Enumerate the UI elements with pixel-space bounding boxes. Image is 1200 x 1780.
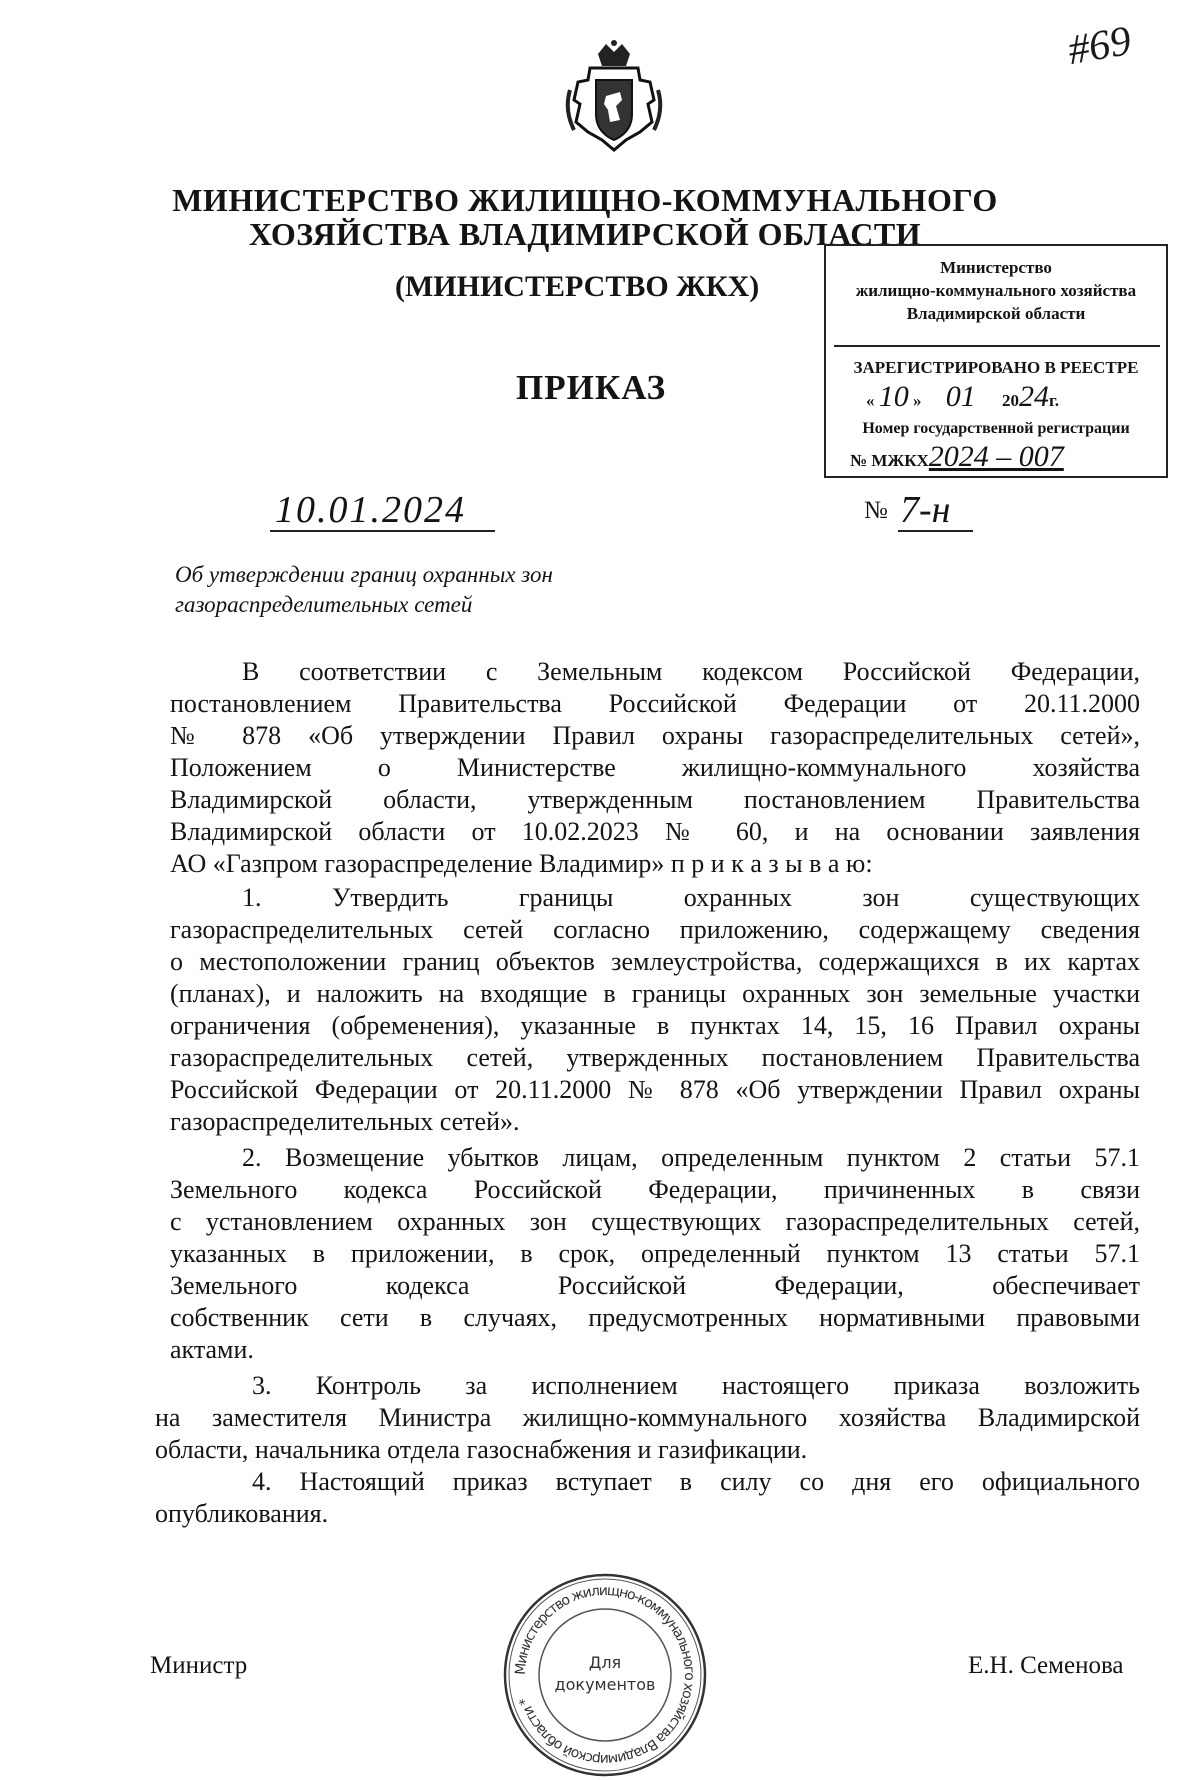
signatory-name: Е.Н. Семенова <box>968 1652 1124 1679</box>
body-line: № 878 «Об утверждении Правил охраны газораспределительных сетей», <box>170 721 1140 750</box>
registration-stamp <box>824 244 1168 478</box>
body-line: опубликования. <box>155 1499 329 1528</box>
order-date-underline <box>270 530 495 532</box>
body-line: постановлением Правительства Российской Федерации от 20.11.2000 <box>170 689 1140 718</box>
body-line: о местоположении границ объектов землеустройства, содержащихся в их картах <box>170 947 1140 976</box>
stamp-number-label: Номер государственной регистрации <box>862 420 1130 437</box>
body-line: газораспределительных сетей согласно приложению, содержащему сведения <box>170 915 1140 944</box>
stamp-date-day: 10 <box>878 380 909 413</box>
stamp-ministry-line-1: Министерство <box>940 258 1052 277</box>
seal-center-line-2: документов <box>554 1675 656 1694</box>
ministry-name-line-2: ХОЗЯЙСТВА ВЛАДИМИРСКОЙ ОБЛАСТИ <box>248 216 922 252</box>
ministry-short-name: (МИНИСТЕРСТВО ЖКХ) <box>395 270 760 303</box>
ministry-name-line-1: МИНИСТЕРСТВО ЖИЛИЩНО-КОММУНАЛЬНОГО <box>172 182 998 218</box>
body-line: Земельного кодекса Российской Федерации, обеспечивает <box>170 1271 1140 1300</box>
body-line: газораспределительных сетей, утвержденных постановлением Правительства <box>170 1043 1140 1072</box>
stamp-date-open-quote: « <box>866 391 875 410</box>
signatory-title: Министр <box>150 1652 248 1679</box>
stamp-registration-number <box>850 440 1064 474</box>
body-line: ограничения (обременения), указанные в пунктах 14, 15, 16 Правил охраны <box>170 1011 1140 1040</box>
body-line: (планах), и наложить на входящие в границы охранных зон земельные участки <box>170 979 1140 1008</box>
stamp-date-year-prefix: 20 <box>1002 391 1019 410</box>
subject-line-1: Об утверждении границ охранных зон <box>175 562 553 587</box>
body-line: 1. Утвердить границы охранных зон существующих <box>242 883 1140 912</box>
stamp-number-prefix: № МЖКХ <box>850 451 929 470</box>
stamp-date-suffix: г. <box>1049 391 1060 410</box>
order-date: 10.01.2024 <box>275 489 466 531</box>
body-line: газораспределительных сетей». <box>170 1107 520 1136</box>
body-line: В соответствии с Земельным кодексом Российской Федерации, <box>242 657 1140 686</box>
body-line: указанных в приложении, в срок, определенный пунктом 13 статьи 57.1 <box>170 1239 1140 1268</box>
body-line: Положением о Министерстве жилищно-коммунального хозяйства <box>170 753 1140 782</box>
subject-line-2: газораспределительных сетей <box>175 592 473 617</box>
body-line: на заместителя Министра жилищно-коммунального хозяйства Владимирской <box>155 1403 1140 1432</box>
stamp-date-month: 01 <box>945 380 976 413</box>
body-line: собственник сети в случаях, предусмотренных нормативными правовыми <box>170 1303 1140 1332</box>
order-number: 7-н <box>900 489 951 531</box>
stamp-ministry-line-2: жилищно-коммунального хозяйства <box>855 281 1137 300</box>
document-type-title: ПРИКАЗ <box>516 368 667 407</box>
ministry-seal <box>500 1570 710 1780</box>
stamp-date-year: 24 <box>1019 380 1049 413</box>
stamp-divider <box>834 345 1160 347</box>
body-line: Владимирской области от 10.02.2023 № 60, и на основании заявления <box>170 817 1140 846</box>
body-line: АО «Газпром газораспределение Владимир» п р и к а з ы в а ю: <box>170 849 873 878</box>
body-line: с установлением охранных зон существующих газораспределительных сетей, <box>170 1207 1140 1236</box>
order-number-label: № <box>864 497 888 524</box>
body-line: актами. <box>170 1335 254 1364</box>
handwritten-page-number: #69 <box>1064 17 1135 75</box>
body-line: 3. Контроль за исполнением настоящего приказа возложить <box>252 1371 1140 1400</box>
stamp-registered-label: ЗАРЕГИСТРИРОВАНО В РЕЕСТРЕ <box>853 358 1139 377</box>
stamp-date-separator: » <box>913 391 922 410</box>
body-line: области, начальника отдела газоснабжения и газификации. <box>155 1435 808 1464</box>
body-line: Российской Федерации от 20.11.2000 № 878 «Об утверждении Правил охраны <box>170 1075 1140 1104</box>
order-subject <box>175 560 553 620</box>
seal-center-line-1: Для <box>588 1653 622 1672</box>
body-line: Земельного кодекса Российской Федерации, причиненных в связи <box>170 1175 1140 1204</box>
body-line: 2. Возмещение убытков лицам, определенным пунктом 2 статьи 57.1 <box>242 1143 1140 1172</box>
stamp-number-handwritten: 2024 – 007 <box>928 440 1064 473</box>
body-line: Владимирской области, утвержденным постановлением Правительства <box>170 785 1140 814</box>
coat-of-arms-emblem <box>560 40 668 158</box>
seal-ring-text: Министерство жилищно-коммунального хозяйства Владимирской области * <box>512 1582 698 1768</box>
order-number-underline <box>898 530 973 532</box>
stamp-ministry-line-3: Владимирской области <box>906 304 1086 323</box>
stamp-ministry-name <box>826 256 1166 325</box>
body-line: 4. Настоящий приказ вступает в силу со дня его официального <box>252 1467 1140 1496</box>
stamp-registration-date <box>866 380 1059 414</box>
